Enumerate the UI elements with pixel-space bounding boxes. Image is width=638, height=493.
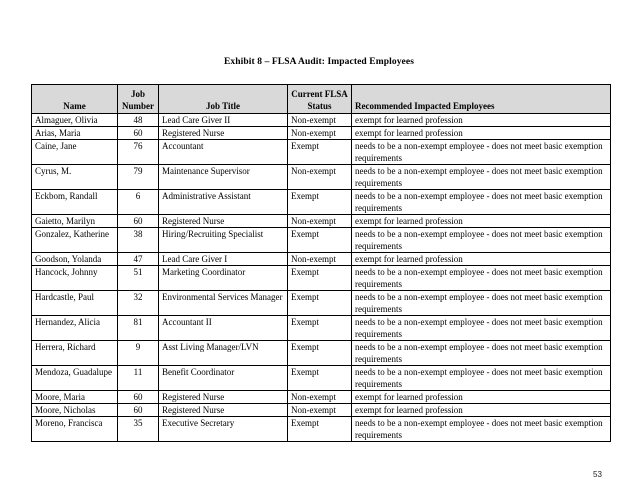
table-row: [32, 341, 611, 366]
cell-job-title: Executive Secretary: [159, 417, 288, 442]
col-header-job-title: Job Title: [159, 85, 288, 114]
cell-flsa-status: Exempt: [288, 341, 352, 366]
cell-job-number: 11: [118, 366, 159, 391]
cell-recommendation: needs to be a non-exempt employee - does not meet basic exemption requirements: [352, 165, 611, 190]
cell-job-title: Administrative Assistant: [159, 190, 288, 215]
cell-job-number: 35: [118, 417, 159, 442]
table-row: [32, 215, 611, 228]
cell-recommendation: needs to be a non-exempt employee - does not meet basic exemption requirements: [352, 417, 611, 442]
cell-name: Goodson, Yolanda: [32, 253, 118, 266]
table-row: [32, 404, 611, 417]
table-header: [32, 85, 611, 114]
cell-name: Hardcastle, Paul: [32, 291, 118, 316]
cell-recommendation: exempt for learned profession: [352, 253, 611, 266]
cell-recommendation: exempt for learned profession: [352, 114, 611, 127]
cell-name: Moore, Maria: [32, 391, 118, 404]
cell-flsa-status: Non-exempt: [288, 114, 352, 127]
cell-flsa-status: Non-exempt: [288, 127, 352, 140]
table-row: [32, 266, 611, 291]
cell-flsa-status: Exempt: [288, 190, 352, 215]
cell-job-title: Registered Nurse: [159, 127, 288, 140]
table-row: [32, 391, 611, 404]
cell-flsa-status: Exempt: [288, 291, 352, 316]
cell-job-number: 60: [118, 391, 159, 404]
col-header-flsa-status: Current FLSA Status: [288, 85, 352, 114]
cell-job-title: Lead Care Giver II: [159, 114, 288, 127]
table-row: [32, 127, 611, 140]
table-row: [32, 228, 611, 253]
cell-recommendation: needs to be a non-exempt employee - does not meet basic exemption requirements: [352, 266, 611, 291]
cell-flsa-status: Exempt: [288, 228, 352, 253]
cell-job-number: 79: [118, 165, 159, 190]
cell-job-number: 60: [118, 215, 159, 228]
cell-job-title: Asst Living Manager/LVN: [159, 341, 288, 366]
page-title: Exhibit 8 – FLSA Audit: Impacted Employees: [223, 57, 414, 67]
cell-recommendation: exempt for learned profession: [352, 404, 611, 417]
cell-recommendation: exempt for learned profession: [352, 127, 611, 140]
cell-job-number: 76: [118, 140, 159, 165]
cell-name: Mendoza, Guadalupe: [32, 366, 118, 391]
cell-flsa-status: Non-exempt: [288, 215, 352, 228]
table-row: [32, 291, 611, 316]
cell-name: Hernandez, Alicia: [32, 316, 118, 341]
table-body: [32, 114, 611, 442]
cell-job-title: Environmental Services Manager: [159, 291, 288, 316]
cell-job-title: Registered Nurse: [159, 391, 288, 404]
cell-recommendation: needs to be a non-exempt employee - does not meet basic exemption requirements: [352, 316, 611, 341]
cell-job-title: Accountant: [159, 140, 288, 165]
table-row: [32, 253, 611, 266]
cell-name: Caine, Jane: [32, 140, 118, 165]
cell-job-number: 32: [118, 291, 159, 316]
cell-job-title: Lead Care Giver I: [159, 253, 288, 266]
table-row: [32, 417, 611, 442]
cell-flsa-status: Exempt: [288, 366, 352, 391]
cell-recommendation: exempt for learned profession: [352, 391, 611, 404]
col-header-job-number: Job Number: [118, 85, 159, 114]
col-header-name: Name: [32, 85, 118, 114]
cell-name: Moreno, Francisca: [32, 417, 118, 442]
cell-job-title: Registered Nurse: [159, 215, 288, 228]
cell-name: Almaguer, Olivia: [32, 114, 118, 127]
cell-job-number: 48: [118, 114, 159, 127]
cell-name: Eckbom, Randall: [32, 190, 118, 215]
cell-flsa-status: Non-exempt: [288, 391, 352, 404]
cell-recommendation: needs to be a non-exempt employee - does not meet basic exemption requirements: [352, 140, 611, 165]
table-row: [32, 165, 611, 190]
impacted-employees-table: [31, 84, 611, 442]
cell-job-number: 38: [118, 228, 159, 253]
cell-name: Cyrus, M.: [32, 165, 118, 190]
table-row: [32, 114, 611, 127]
page-number: 53: [593, 470, 602, 479]
table-row: [32, 140, 611, 165]
cell-flsa-status: Exempt: [288, 417, 352, 442]
cell-name: Hancock, Johnny: [32, 266, 118, 291]
cell-job-number: 60: [118, 127, 159, 140]
cell-job-title: Registered Nurse: [159, 404, 288, 417]
cell-job-number: 6: [118, 190, 159, 215]
cell-job-number: 47: [118, 253, 159, 266]
cell-recommendation: needs to be a non-exempt employee - does not meet basic exemption requirements: [352, 190, 611, 215]
cell-job-title: Benefit Coordinator: [159, 366, 288, 391]
cell-job-title: Marketing Coordinator: [159, 266, 288, 291]
table-row: [32, 316, 611, 341]
cell-name: Herrera, Richard: [32, 341, 118, 366]
cell-flsa-status: Non-exempt: [288, 404, 352, 417]
cell-job-number: 60: [118, 404, 159, 417]
cell-name: Gaietto, Marilyn: [32, 215, 118, 228]
cell-name: Arias, Maria: [32, 127, 118, 140]
table-row: [32, 190, 611, 215]
cell-name: Gonzalez, Katherine: [32, 228, 118, 253]
cell-flsa-status: Non-exempt: [288, 253, 352, 266]
cell-job-title: Maintenance Supervisor: [159, 165, 288, 190]
cell-job-number: 81: [118, 316, 159, 341]
cell-job-number: 51: [118, 266, 159, 291]
cell-flsa-status: Exempt: [288, 316, 352, 341]
col-header-recommended: Recommended Impacted Employees: [352, 85, 611, 114]
cell-recommendation: needs to be a non-exempt employee - does not meet basic exemption requirements: [352, 366, 611, 391]
cell-flsa-status: Exempt: [288, 266, 352, 291]
cell-flsa-status: Non-exempt: [288, 165, 352, 190]
cell-job-title: Accountant II: [159, 316, 288, 341]
cell-recommendation: needs to be a non-exempt employee - does not meet basic exemption requirements: [352, 341, 611, 366]
table-row: [32, 366, 611, 391]
cell-recommendation: needs to be a non-exempt employee - does not meet basic exemption requirements: [352, 228, 611, 253]
cell-job-number: 9: [118, 341, 159, 366]
cell-name: Moore, Nicholas: [32, 404, 118, 417]
cell-recommendation: needs to be a non-exempt employee - does not meet basic exemption requirements: [352, 291, 611, 316]
cell-recommendation: exempt for learned profession: [352, 215, 611, 228]
cell-job-title: Hiring/Recruiting Specialist: [159, 228, 288, 253]
cell-flsa-status: Exempt: [288, 140, 352, 165]
